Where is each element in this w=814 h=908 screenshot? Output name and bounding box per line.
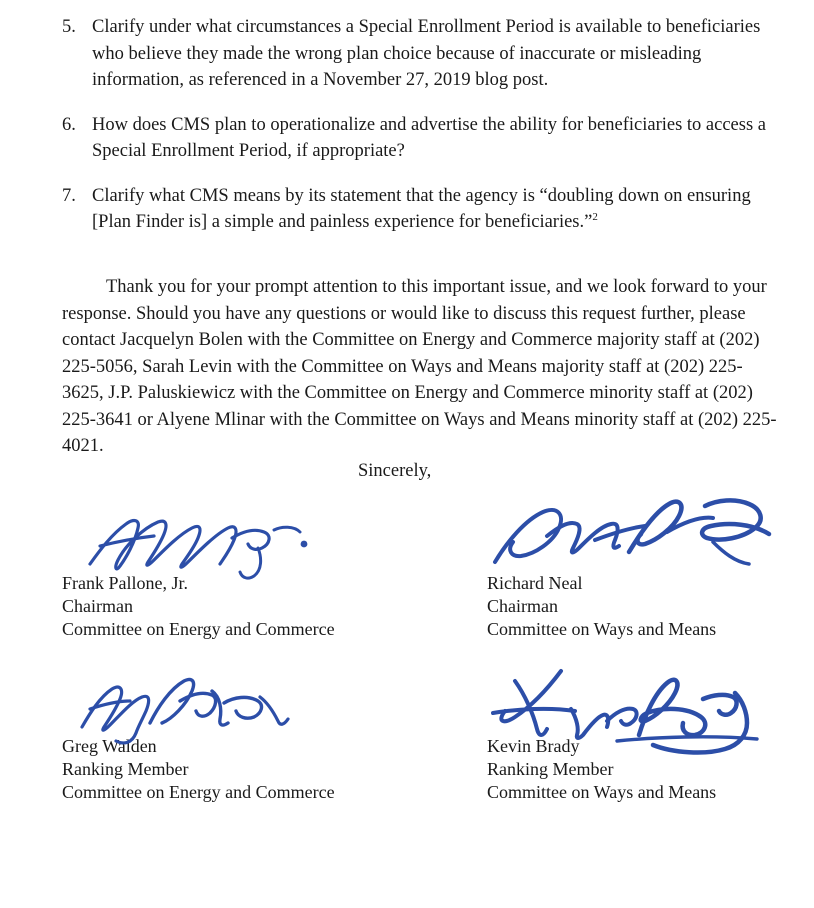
signature-ink-pallone [82,502,312,582]
list-item [62,183,774,236]
signature-block-pallone [62,572,402,641]
signature-text-group [487,735,814,804]
signatory-title: Ranking Member [487,759,614,779]
signature-block-walden [62,735,402,804]
list-item-number: 5. [62,17,76,37]
signatory-committee: Committee on Ways and Means [487,782,717,802]
signatory-committee: Committee on Energy and Commerce [62,619,335,639]
signature-text-group [62,572,402,641]
numbered-question-list [62,14,774,254]
signature-ink-neal [477,490,777,585]
closing-paragraph: Thank you for your prompt attention to this important issue, and we look forward to your response. Should you have any questions or would like to discuss this request further, please contact Jacquelyn Bolen with the Committee on Energy and Commerce majority staff at (202) 225-5056, Sarah Levin with the Committee on Ways and Means majority staff at (202) 225-3625, J.P. Paluskiewicz with the Committee on Energy and Commerce minority staff at (202) 225-3641 or Alyene Mlinar with the Committee on Ways and Means minority staff at (202) 225-4021. [62,277,777,456]
signature-block-neal [487,572,814,641]
signatory-name: Greg Walden [62,736,157,756]
footnote-marker: 2 [592,210,598,223]
list-item-text [92,183,774,236]
list-item-number: 6. [62,114,76,135]
signatory-title: Ranking Member [62,759,189,779]
signature-text-group [62,735,402,804]
signature-text-group [487,572,814,641]
list-item-body: Clarify what CMS means by its statement that the agency is “doubling down on ensuring [Plan Finder is] a simple and painless experience for beneficiaries.” [92,185,751,232]
signatory-name: Kevin Brady [487,736,580,756]
list-item-number: 7. [62,185,76,206]
list-item-text: Clarify under what circumstances a Special Enrollment Period is available to beneficiaries who believe they made the wrong plan choice because of inaccurate or misleading information, as referenced in a November 27, 2019 blog post. [92,17,761,90]
signatory-committee: Committee on Ways and Means [487,619,717,639]
signatory-name: Richard Neal [487,573,583,593]
list-item [62,14,774,94]
signatory-title: Chairman [487,596,558,616]
signatory-name: Frank Pallone, Jr. [62,573,188,593]
closing-salutation: Sincerely, [358,461,432,481]
list-item [62,112,774,165]
list-item-text: How does CMS plan to operationalize and advertise the ability for beneficiaries to access a Special Enrollment Period, if appropriate? [92,114,766,161]
signature-block-brady [487,735,814,804]
signatory-committee: Committee on Energy and Commerce [62,782,335,802]
signatory-title: Chairman [62,596,133,616]
